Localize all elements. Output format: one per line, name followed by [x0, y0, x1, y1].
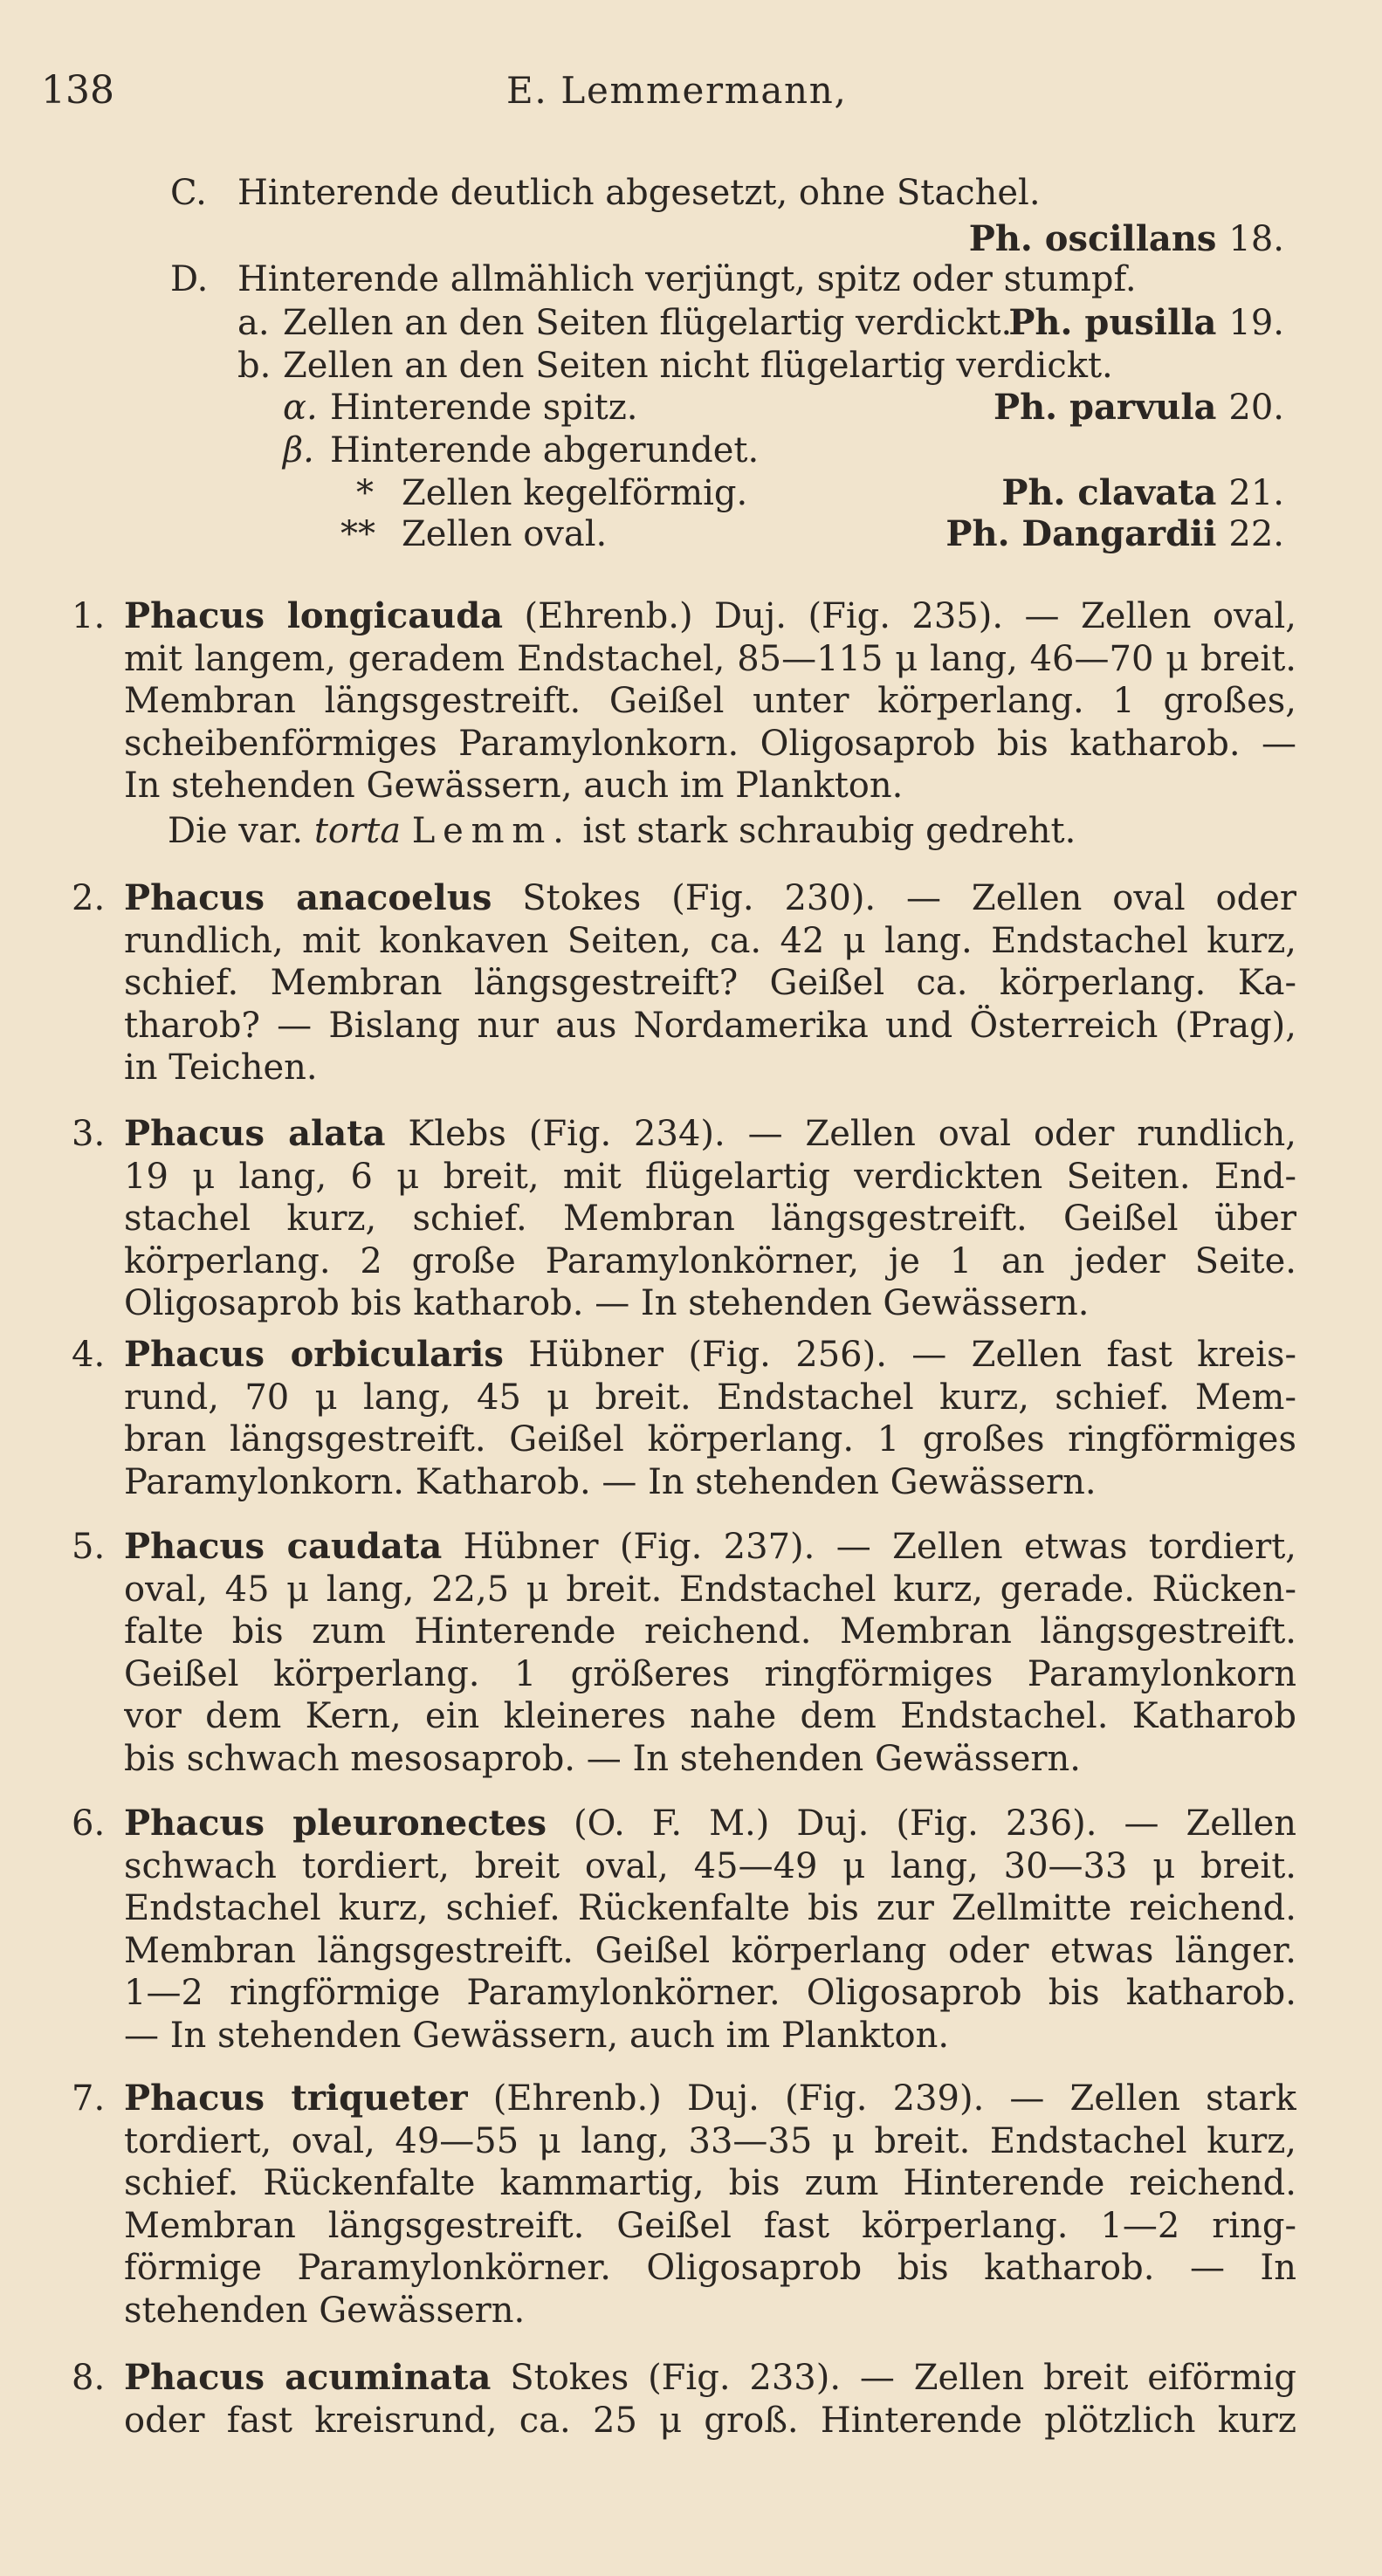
entry-first-line: [124, 1803, 1296, 1844]
entry-line: rundlich, mit konkaven Seiten, ca. 42 μ lang. Endstachel kurz,: [124, 920, 1296, 961]
key-text: Hinterende allmählich verjüngt, spitz oder stumpf.: [237, 259, 1137, 299]
entry-line: Membran längsgestreift. Geißel unter körperlang. 1 großes,: [124, 681, 1296, 721]
entry-text: (O. F. M.) Duj. (Fig. 236). — Zellen: [547, 1803, 1296, 1844]
key-marker: C.: [170, 173, 207, 213]
key-marker: **: [340, 514, 375, 554]
entry-number: 2.: [72, 878, 106, 918]
entry-first-line: [124, 1334, 1296, 1376]
entry-number: 7.: [72, 2078, 106, 2119]
entry-line: förmige Paramylonkörner. Oligosaprob bis katharob. — In: [124, 2248, 1296, 2288]
entry-line: falte bis zum Hinterende reichend. Membran längsgestreift.: [124, 1611, 1296, 1652]
entry-text: (Ehrenb.) Duj. (Fig. 235). — Zellen oval,: [503, 596, 1296, 636]
entry-line: — In stehenden Gewässern, auch im Plankton.: [124, 2015, 950, 2056]
entry-number: 3.: [72, 1114, 106, 1154]
entry-first-line: [124, 1113, 1296, 1155]
key-marker: b.: [237, 346, 272, 386]
entry-line: oval, 45 μ lang, 22,5 μ breit. Endstachel kurz, gerade. Rücken-: [124, 1569, 1296, 1610]
key-result: Ph. Dangardii 22.: [945, 513, 1284, 554]
entry-line: bran längsgestreift. Geißel körperlang. 1 großes ringförmiges: [124, 1419, 1296, 1460]
key-marker: D.: [170, 259, 209, 299]
entry-line: schief. Rückenfalte kammartig, bis zum Hinterende reichend.: [124, 2163, 1296, 2203]
key-text: Zellen kegelförmig.: [402, 473, 748, 513]
entry-line: tharob? — Bislang nur aus Nordamerika und Österreich (Prag),: [124, 1005, 1296, 1046]
entry-line: oder fast kreisrund, ca. 25 μ groß. Hinterende plötzlich kurz: [124, 2400, 1296, 2441]
entry-number: 8.: [72, 2358, 106, 2398]
variety-name: torta: [313, 811, 402, 851]
species-name: Phacus orbicularis: [124, 1334, 504, 1375]
species-name: Phacus longicauda: [124, 595, 504, 636]
variety-prefix: Die var.: [168, 811, 304, 851]
entry-first-line: [124, 595, 1296, 637]
species-name: Phacus pleuronectes: [124, 1803, 547, 1844]
entry-text: Hübner (Fig. 237). — Zellen etwas tordiert,: [442, 1527, 1296, 1567]
entry-first-line: [124, 2078, 1296, 2119]
entry-line: Endstachel kurz, schief. Rückenfalte bis zur Zellmitte reichend.: [124, 1888, 1296, 1928]
key-result: Ph. oscillans 18.: [968, 218, 1284, 259]
entry-line: stachel kurz, schief. Membran längsgestreift. Geißel über: [124, 1199, 1296, 1239]
variety-author: Lemm.: [411, 811, 572, 851]
key-marker: β.: [283, 430, 314, 471]
running-title: E. Lemmermann,: [506, 69, 848, 112]
entry-number: 6.: [72, 1803, 106, 1844]
entry-line: in Teichen.: [124, 1048, 318, 1088]
key-text: Hinterende spitz.: [330, 388, 638, 428]
key-text: Zellen an den Seiten nicht flügelartig verdickt.: [283, 346, 1113, 386]
entry-line: scheibenförmiges Paramylonkorn. Oligosaprob bis katharob. —: [124, 723, 1296, 764]
entry-line: Oligosaprob bis katharob. — In stehenden Gewässern.: [124, 1283, 1090, 1323]
species-name: Phacus triqueter: [124, 2078, 468, 2119]
entry-line: 1—2 ringförmige Paramylonkörner. Oligosaprob bis katharob.: [124, 1973, 1296, 2013]
entry-text: (Ehrenb.) Duj. (Fig. 239). — Zellen stark: [467, 2078, 1296, 2119]
entry-first-line: [124, 1526, 1296, 1568]
entry-number: 4.: [72, 1335, 106, 1375]
key-text: Hinterende abgerundet.: [330, 430, 760, 471]
key-marker: a.: [237, 303, 270, 343]
variety-note: [168, 810, 1076, 852]
key-marker: α.: [283, 388, 318, 428]
entry-line: schwach tordiert, breit oval, 45—49 μ lang, 30—33 μ breit.: [124, 1845, 1296, 1886]
key-result: Ph. parvula 20.: [994, 387, 1284, 428]
key-marker: *: [356, 473, 374, 513]
entry-line: In stehenden Gewässern, auch im Plankton.: [124, 766, 904, 806]
entry-line: körperlang. 2 große Paramylonkörner, je 1 an jeder Seite.: [124, 1240, 1296, 1281]
species-name: Phacus caudata: [124, 1526, 443, 1567]
key-text: Zellen oval.: [402, 514, 608, 554]
entry-line: mit langem, geradem Endstachel, 85—115 μ lang, 46—70 μ breit.: [124, 638, 1296, 679]
entry-first-line: [124, 877, 1296, 919]
entry-line: vor dem Kern, ein kleineres nahe dem Endstachel. Katharob: [124, 1696, 1296, 1736]
entry-line: tordiert, oval, 49—55 μ lang, 33—35 μ breit. Endstachel kurz,: [124, 2120, 1296, 2161]
entry-line: rund, 70 μ lang, 45 μ breit. Endstachel kurz, schief. Mem-: [124, 1377, 1296, 1418]
key-text: Zellen an den Seiten flügelartig verdickt.: [283, 303, 1013, 343]
entry-line: stehenden Gewässern.: [124, 2290, 526, 2331]
variety-text: ist stark schraubig gedreht.: [582, 811, 1076, 851]
species-name: Phacus anacoelus: [124, 877, 492, 918]
key-result: Ph. pusilla 19.: [1008, 302, 1284, 343]
entry-line: bis schwach mesosaprob. — In stehenden Gewässern.: [124, 1738, 1081, 1779]
entry-line: Paramylonkorn. Katharob. — In stehenden Gewässern.: [124, 1461, 1097, 1502]
species-name: Phacus alata: [124, 1113, 386, 1154]
page-number: 138: [41, 68, 114, 113]
species-name: Phacus acuminata: [124, 2357, 492, 2398]
entry-line: schief. Membran längsgestreift? Geißel ca. körperlang. Ka-: [124, 963, 1296, 1003]
entry-line: 19 μ lang, 6 μ breit, mit flügelartig verdickten Seiten. End-: [124, 1156, 1296, 1197]
entry-text: Hübner (Fig. 256). — Zellen fast kreis-: [503, 1335, 1296, 1375]
entry-number: 1.: [72, 596, 106, 636]
entry-line: Membran längsgestreift. Geißel körperlang oder etwas länger.: [124, 1930, 1296, 1971]
entry-line: Membran längsgestreift. Geißel fast körperlang. 1—2 ring-: [124, 2205, 1296, 2246]
entry-text: Klebs (Fig. 234). — Zellen oval oder rundlich,: [385, 1114, 1296, 1154]
key-text: Hinterende deutlich abgesetzt, ohne Stachel.: [237, 173, 1041, 213]
entry-line: Geißel körperlang. 1 größeres ringförmiges Paramylonkorn: [124, 1653, 1296, 1694]
entry-text: Stokes (Fig. 230). — Zellen oval oder: [492, 878, 1296, 918]
key-result: Ph. clavata 21.: [1001, 472, 1284, 513]
entry-first-line: [124, 2357, 1296, 2399]
entry-number: 5.: [72, 1527, 106, 1567]
entry-text: Stokes (Fig. 233). — Zellen breit eiförmig: [491, 2358, 1296, 2398]
